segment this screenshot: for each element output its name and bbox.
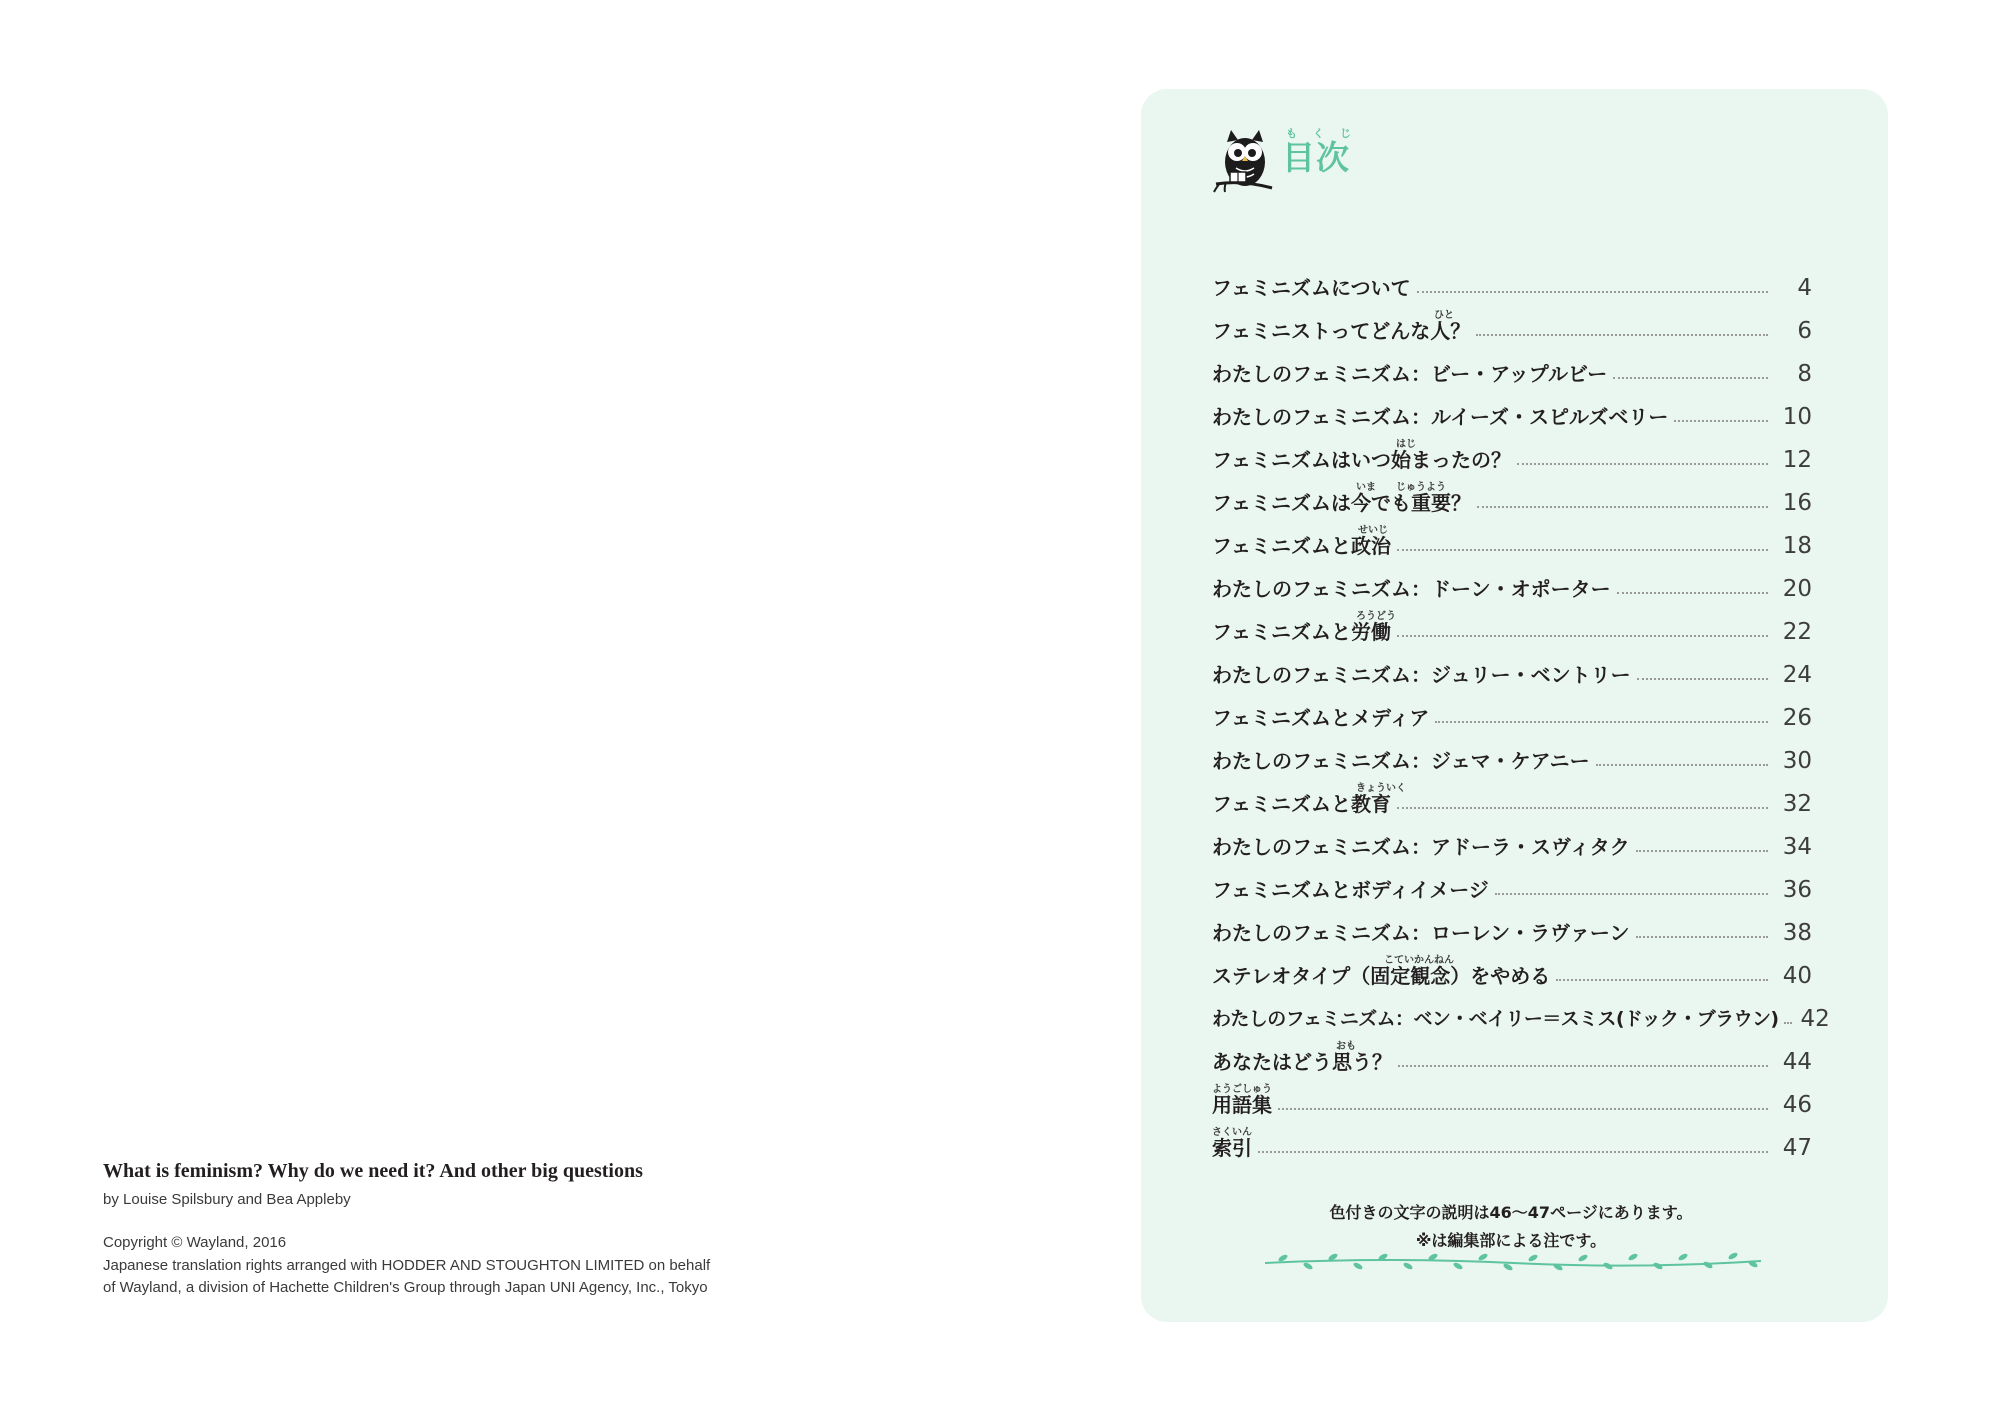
- toc-entry-page: 20: [1782, 576, 1812, 602]
- toc-entry-page: 32: [1782, 791, 1812, 817]
- toc-entry-ruby: さくいん: [1212, 1127, 1252, 1138]
- dot-leader: [1637, 678, 1768, 680]
- toc-entry[interactable]: [1212, 688, 1812, 731]
- dot-leader: [1596, 764, 1768, 766]
- copyright-line: Copyright © Wayland, 2016: [103, 1234, 287, 1251]
- dot-leader: [1674, 420, 1768, 422]
- toc-entry-title: 用語集: [1212, 1093, 1272, 1117]
- dot-leader: [1397, 807, 1768, 809]
- toc-entry-page: 42: [1800, 1006, 1830, 1032]
- rights-line: Japanese translation rights arranged with HODDER AND STOUGHTON LIMITED on behalf: [103, 1257, 711, 1274]
- toc-entry-ruby: きょういく: [1356, 783, 1406, 794]
- toc-entry[interactable]: [1212, 516, 1812, 559]
- toc-entry-ruby: いま じゅうよう: [1356, 482, 1446, 493]
- dot-leader: [1278, 1108, 1768, 1110]
- toc-entry-page: 46: [1782, 1092, 1812, 1118]
- toc-entry-title: フェミニズムについて: [1212, 276, 1411, 300]
- toc-entry[interactable]: [1212, 903, 1812, 946]
- toc-entry-title: フェミニズムはいつ始まったの？: [1212, 448, 1511, 472]
- toc-entry-page: 16: [1782, 490, 1812, 516]
- toc-entry-title: わたしのフェミニズム：ジュリー・ベントリー: [1212, 663, 1631, 687]
- toc-entry-page: 47: [1782, 1135, 1812, 1161]
- dot-leader: [1784, 1022, 1792, 1024]
- toc-entry-page: 36: [1782, 877, 1812, 903]
- toc-entry-ruby: ようごしゅう: [1212, 1084, 1272, 1095]
- toc-entry-title: フェミニズムと教育: [1212, 792, 1391, 816]
- toc-entry[interactable]: [1212, 1032, 1812, 1075]
- vine-ornament: [1263, 1249, 1763, 1271]
- toc-entry[interactable]: [1212, 1118, 1812, 1161]
- toc-entry-page: 44: [1782, 1049, 1812, 1075]
- heading-title: 目次: [1282, 138, 1350, 177]
- toc-entry-title: わたしのフェミニズム：ビー・アップルビー: [1212, 362, 1608, 386]
- toc-entry[interactable]: [1212, 645, 1812, 688]
- toc-entry[interactable]: [1212, 602, 1812, 645]
- toc-entry[interactable]: [1212, 989, 1830, 1032]
- original-book-title: What is feminism? Why do we need it? And other big questions: [103, 1160, 643, 1182]
- dot-leader: [1495, 893, 1768, 895]
- credits-block: [103, 1160, 743, 1299]
- toc-entry[interactable]: [1212, 817, 1812, 860]
- dot-leader: [1636, 850, 1768, 852]
- toc-entry-page: 4: [1797, 275, 1812, 301]
- toc-entry[interactable]: [1212, 860, 1812, 903]
- toc-entry[interactable]: [1212, 559, 1812, 602]
- toc-entry-title: フェミニズムとメディア: [1212, 706, 1430, 730]
- dot-leader: [1476, 334, 1768, 336]
- toc-entry-title: わたしのフェミニズム：ドーン・オポーター: [1212, 577, 1611, 601]
- dot-leader: [1398, 1065, 1768, 1067]
- toc-entry[interactable]: [1212, 774, 1812, 817]
- toc-entry-ruby: ひと: [1434, 310, 1454, 321]
- toc-entry-page: 18: [1782, 533, 1812, 559]
- byline: by Louise Spilsbury and Bea Appleby: [103, 1191, 351, 1208]
- dot-leader: [1556, 979, 1768, 981]
- dot-leader: [1613, 377, 1768, 379]
- toc-entry-title: わたしのフェミニズム：ベン・ベイリー＝スミス(ドック・ブラウン): [1212, 1008, 1779, 1030]
- translation-rights: [103, 1255, 723, 1299]
- toc-entry[interactable]: [1212, 430, 1812, 473]
- dot-leader: [1636, 936, 1769, 938]
- toc-entry-title: フェミニズムは今でも重要？: [1212, 491, 1471, 515]
- toc-entry-title: わたしのフェミニズム：アドーラ・スヴィタク: [1212, 835, 1630, 859]
- toc-entry-title: わたしのフェミニズム：ローレン・ラヴァーン: [1212, 921, 1630, 945]
- contents-list: [1212, 258, 1830, 1161]
- toc-entry[interactable]: [1212, 301, 1812, 344]
- toc-entry-page: 10: [1782, 404, 1812, 430]
- note-line: ※は編集部による注です。: [1415, 1231, 1607, 1250]
- toc-entry[interactable]: [1212, 1075, 1812, 1118]
- toc-entry-page: 30: [1782, 748, 1812, 774]
- toc-entry-page: 34: [1782, 834, 1812, 860]
- toc-entry-title: フェミニズムとボディイメージ: [1212, 878, 1489, 902]
- toc-entry-title: フェミニストってどんな人？: [1212, 319, 1471, 343]
- toc-entry-page: 26: [1782, 705, 1812, 731]
- dot-leader: [1435, 721, 1768, 723]
- toc-entry-title: ステレオタイプ（固定観念）をやめる: [1212, 964, 1551, 988]
- toc-entry-page: 22: [1782, 619, 1812, 645]
- toc-entry-page: 8: [1797, 361, 1812, 387]
- toc-entry[interactable]: [1212, 387, 1812, 430]
- toc-entry-ruby: はじ: [1396, 439, 1416, 450]
- dot-leader: [1477, 506, 1768, 508]
- toc-entry-title: 索引: [1212, 1136, 1252, 1160]
- toc-entry-page: 24: [1782, 662, 1812, 688]
- dot-leader: [1417, 291, 1768, 293]
- rights-line: of Wayland, a division of Hachette Children's Group through Japan UNI Agency, Inc., Tokyo: [103, 1279, 708, 1296]
- toc-entry[interactable]: [1212, 473, 1812, 516]
- toc-entry-title: わたしのフェミニズム：ルイーズ・スピルズベリー: [1212, 405, 1669, 429]
- dot-leader: [1617, 592, 1768, 594]
- toc-entry-ruby: ろうどう: [1356, 611, 1396, 622]
- heading-ruby: もくじ: [1286, 127, 1367, 140]
- toc-entry-page: 40: [1782, 963, 1812, 989]
- contents-panel: [1141, 89, 1888, 1322]
- glossary-note: [1241, 1199, 1781, 1255]
- toc-entry-ruby: せいじ: [1358, 525, 1388, 536]
- toc-entry-title: あなたはどう思う？: [1212, 1050, 1392, 1074]
- owl-icon: [1212, 124, 1278, 196]
- dot-leader: [1258, 1151, 1768, 1153]
- toc-entry[interactable]: [1212, 344, 1812, 387]
- toc-entry-title: わたしのフェミニズム：ジェマ・ケアニー: [1212, 749, 1590, 773]
- note-line: 色付きの文字の説明は46〜47ページにあります。: [1329, 1203, 1693, 1222]
- dot-leader: [1517, 463, 1768, 465]
- toc-entry[interactable]: [1212, 946, 1812, 989]
- toc-entry-page: 6: [1797, 318, 1812, 344]
- toc-entry-ruby: おも: [1336, 1041, 1356, 1052]
- dot-leader: [1397, 635, 1768, 637]
- toc-entry-page: 12: [1782, 447, 1812, 473]
- toc-entry-title: フェミニズムと労働: [1212, 620, 1391, 644]
- toc-entry-ruby: こていかんねん: [1384, 955, 1454, 966]
- toc-entry[interactable]: [1212, 258, 1812, 301]
- toc-entry-title: フェミニズムと政治: [1212, 534, 1391, 558]
- dot-leader: [1397, 549, 1768, 551]
- toc-entry-page: 38: [1782, 920, 1812, 946]
- toc-entry[interactable]: [1212, 731, 1812, 774]
- contents-heading: [1282, 125, 1367, 177]
